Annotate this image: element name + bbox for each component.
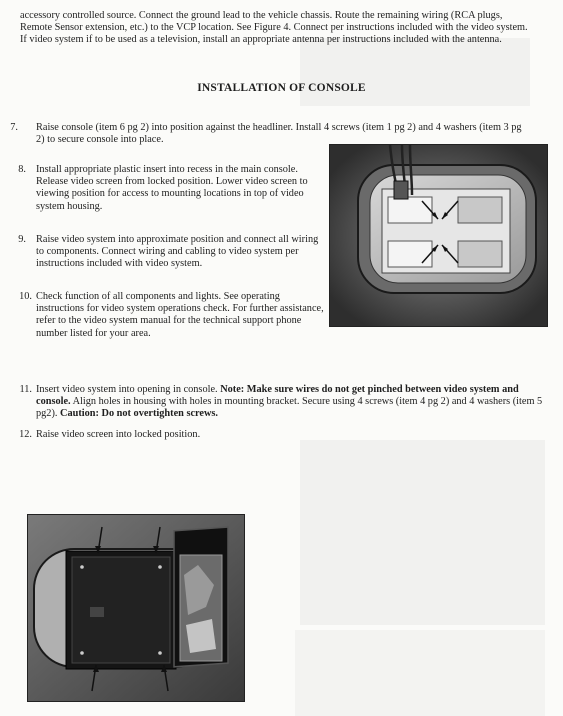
step-number: 8. <box>18 164 26 175</box>
note-label: Note: Make sure wires do not get pinched between video system and console. <box>36 384 519 408</box>
installed-video-system-photo <box>27 514 245 702</box>
caution-label: Caution: Do not overtighten screws. <box>60 408 218 420</box>
step-text-part: Align holes in housing with holes in mounting bracket. Secure using 4 screws (item 4 pg 2) and 4 washers (item 5 pg2). <box>36 396 543 420</box>
step-number: 7. <box>10 122 18 133</box>
bleed-through-shade-right <box>300 440 545 625</box>
step-text: Raise console (item 6 pg 2) into position against the headliner. Install 4 screws (item 1 pg 2) and 4 washers (item 3 pg 2) to secure console into place. <box>36 122 522 146</box>
step-text: Check function of all components and lights. See operating instructions for video system operations check. For further assistance, refer to the video system manual for the technical support phone number listed for your area. <box>36 291 324 339</box>
step-number: 9. <box>18 234 26 245</box>
bleed-through-shade-top <box>300 38 530 106</box>
intro-paragraph: accessory controlled source. Connect the ground lead to the vehicle chassis. Route the remaining wiring (RCA plugs, Remote Sensor extension, etc.) to the VCP location. See Figure 4. Connect per instructions included with the video system. If video system if to be used as a television, install an appropriate antenna per instructions included with the antenna. <box>20 10 528 46</box>
step-text: Raise video system into approximate position and connect all wiring to components. Connect wiring and cabling to video system per instructions included with video system. <box>36 234 319 270</box>
step-text: Raise video screen into locked position. <box>36 429 201 440</box>
console-recess-illustration <box>330 145 547 326</box>
step-number: 10. <box>19 291 32 302</box>
console-recess-photo <box>329 144 548 327</box>
step-number: 11. <box>19 384 32 395</box>
step-text <box>36 384 546 421</box>
video-system-illustration <box>28 515 244 701</box>
step-number: 12. <box>19 429 32 440</box>
section-heading: INSTALLATION OF CONSOLE <box>197 82 366 94</box>
step-text: Install appropriate plastic insert into recess in the main console. Release video screen from locked position. Lower video screen to viewing position for access to mounting locations in top of video system housing. <box>36 164 308 212</box>
bleed-through-shade-bottom <box>295 630 545 716</box>
step-text-part: Insert video system into opening in console. <box>36 384 221 395</box>
